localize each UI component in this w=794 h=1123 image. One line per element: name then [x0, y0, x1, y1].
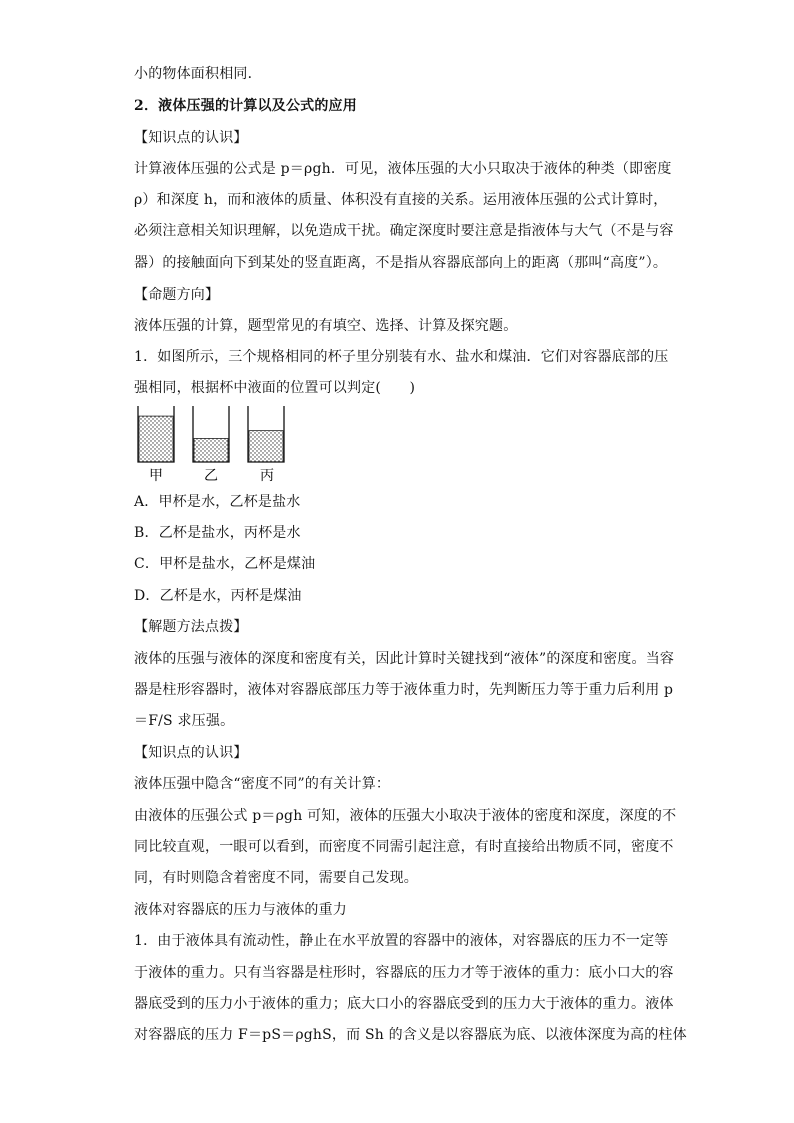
cup-label-bing: 丙	[260, 468, 274, 484]
text-line: 同比较直观，一眼可以看到，而密度不同需引起注意，有时直接给出物质不同，密度不	[134, 839, 674, 855]
text-line: 小的物体面积相同．	[134, 66, 262, 82]
liquid-yi	[194, 438, 228, 462]
text-line: 必须注意相关知识理解，以免造成干扰。确定深度时要注意是指液体与大气（不是与容	[134, 223, 674, 239]
text-line: ＝F/S 求压强。	[134, 713, 235, 729]
liquid-bing	[249, 431, 283, 462]
cup-label-jia: 甲	[149, 468, 163, 484]
option-c: C．甲杯是盐水，乙杯是煤油	[134, 556, 316, 572]
text-line: 液体的压强与液体的深度和密度有关，因此计算时关键找到“液体”的深度和密度。当容	[134, 651, 675, 667]
text-line: 由液体的压强公式 p＝ρgh 可知，液体的压强大小取决于液体的密度和深度，深度的不	[134, 808, 677, 824]
section-label: 【知识点的认识】	[134, 745, 248, 761]
option-b: B．乙杯是盐水，丙杯是水	[134, 525, 301, 541]
three-cups-figure	[134, 404, 294, 484]
section-heading: 2．液体压强的计算以及公式的应用	[134, 98, 357, 114]
text-line: 计算液体压强的公式是 p＝ρgh．可见，液体压强的大小只取决于液体的种类（即密度	[134, 161, 672, 177]
text-line: 器是柱形容器时，液体对容器底部压力等于液体重力时，先判断压力等于重力后利用 p	[134, 682, 674, 698]
liquid-jia	[139, 416, 173, 462]
option-a: A．甲杯是水，乙杯是盐水	[134, 494, 301, 510]
cup-label-yi: 乙	[204, 468, 218, 484]
question-text: 1．如图所示，三个规格相同的杯子里分别装有水、盐水和煤油．它们对容器底部的压	[134, 349, 669, 365]
text-line: ρ）和深度 h，而和液体的质量、体积没有直接的关系。运用液体压强的公式计算时，	[134, 192, 668, 208]
option-d: D．乙杯是水，丙杯是煤油	[134, 588, 302, 604]
section-label: 【知识点的认识】	[134, 130, 248, 146]
section-label: 【命题方向】	[134, 287, 220, 303]
cups-svg	[134, 404, 294, 484]
text-line: 于液体的重力。只有当容器是柱形时，容器底的压力才等于液体的重力：底小口大的容	[134, 965, 674, 981]
text-line: 器底受到的压力小于液体的重力；底大口小的容器底受到的压力大于液体的重力。液体	[134, 996, 674, 1012]
question-text: 强相同，根据杯中液面的位置可以判定( )	[134, 380, 416, 396]
text-line: 1．由于液体具有流动性，静止在水平放置的容器中的液体，对容器底的压力不一定等	[134, 933, 669, 949]
text-line: 液体压强的计算，题型常见的有填空、选择、计算及探究题。	[134, 318, 518, 334]
subheading: 液体对容器底的压力与液体的重力	[134, 902, 347, 918]
text-line: 液体压强中隐含“密度不同”的有关计算：	[134, 776, 391, 792]
text-line: 器）的接触面向下到某处的竖直距离，不是指从容器底部向上的距离（那叫“高度”）。	[134, 255, 668, 271]
text-line: 对容器底的压力 F＝pS＝ρghS，而 Sh 的含义是以容器底为底、以液体深度为高的柱体	[134, 1027, 687, 1043]
section-label: 【解题方法点拨】	[134, 619, 248, 635]
text-line: 同，有时则隐含着密度不同，需要自己发现。	[134, 870, 418, 886]
